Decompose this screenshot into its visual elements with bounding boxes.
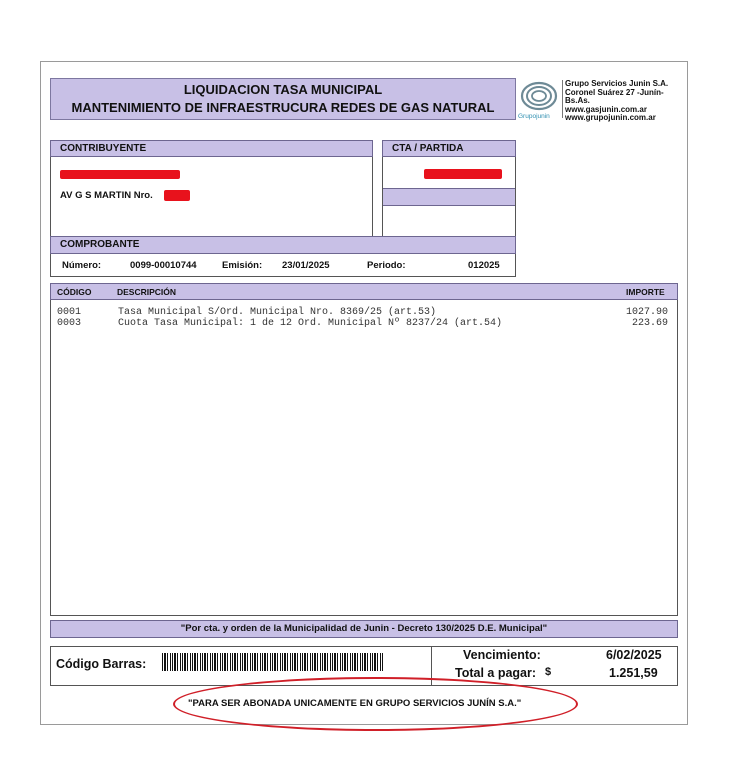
numero-value: 0099-00010744 xyxy=(130,260,197,271)
company-name: Grupo Servicios Junin S.A. xyxy=(565,79,669,88)
item-descripcion: Tasa Municipal S/Ord. Municipal Nro. 8369/25 (art.53) xyxy=(118,307,437,318)
emision-label: Emisión: xyxy=(222,260,263,271)
total-label: Total a pagar: xyxy=(455,666,537,680)
numero-label: Número: xyxy=(62,260,102,271)
item-codigo: 0003 xyxy=(57,318,82,329)
vencimiento-value: 6/02/2025 xyxy=(606,648,662,662)
highlight-oval xyxy=(173,677,578,731)
cuenta-shaded-row xyxy=(383,188,515,206)
invoice-title-line1: LIQUIDACION TASA MUNICIPAL xyxy=(183,82,383,97)
codigo-barras-label: Código Barras: xyxy=(56,657,147,671)
item-codigo: 0001 xyxy=(57,307,82,318)
logo-divider xyxy=(562,80,563,118)
col-descripcion-header: DESCRIPCIÓN xyxy=(117,287,177,297)
barcode xyxy=(162,653,384,671)
item-importe: 1027.90 xyxy=(625,307,668,318)
items-table-body xyxy=(50,300,678,616)
item-importe: 223.69 xyxy=(631,318,668,329)
col-codigo-header: CÓDIGO xyxy=(57,287,92,297)
company-address: Coronel Suárez 27 -Junín- Bs.As. xyxy=(565,87,664,105)
redacted-address-number xyxy=(164,190,190,201)
item-descripcion: Cuota Tasa Municipal: 1 de 12 Ord. Municipal Nº 8237/24 (art.54) xyxy=(118,318,503,329)
invoice-title-line2: MANTENIMIENTO DE INFRAESTRUCURA REDES DE GAS NATURAL xyxy=(71,100,495,115)
company-web1: www.gasjunin.com.ar xyxy=(565,104,647,114)
currency-symbol: $ xyxy=(545,666,552,678)
contribuyente-address: AV G S MARTIN Nro. xyxy=(60,190,153,201)
logo-caption: Grupojunin xyxy=(518,113,550,120)
emision-value: 23/01/2025 xyxy=(282,260,330,271)
company-web2: www.grupojunin.com.ar xyxy=(565,113,656,122)
periodo-value: 012025 xyxy=(468,260,500,271)
col-importe-header: IMPORTE xyxy=(626,287,665,297)
company-info xyxy=(565,80,685,123)
payment-note: "PARA SER ABONADA UNICAMENTE EN GRUPO SERVICIOS JUNÍN S.A." xyxy=(188,698,522,709)
periodo-label: Periodo: xyxy=(367,260,406,271)
total-value: 1.251,59 xyxy=(609,666,658,680)
comprobante-header: COMPROBANTE xyxy=(50,236,516,254)
redacted-name xyxy=(60,170,180,179)
decreto-banner: "Por cta. y orden de la Municipalidad de Junin - Decreto 130/2025 D.E. Municipal" xyxy=(50,620,678,638)
redacted-account xyxy=(424,169,502,179)
vencimiento-label: Vencimiento: xyxy=(463,648,541,662)
cuenta-header: CTA / PARTIDA xyxy=(382,140,516,157)
invoice-title-box xyxy=(50,78,516,120)
contribuyente-header: CONTRIBUYENTE xyxy=(50,140,373,157)
